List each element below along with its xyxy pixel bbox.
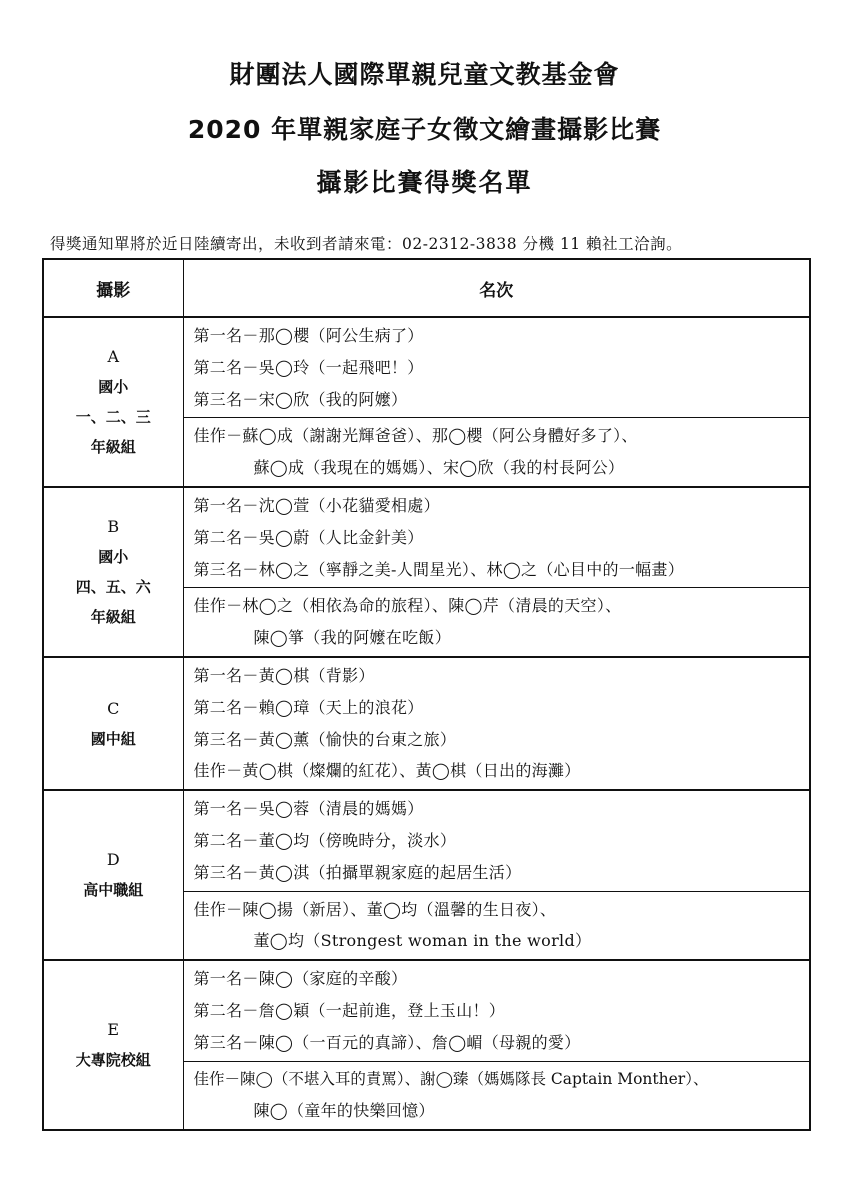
honorable-mention-cont: 蘇◯成（我現在的媽媽）、宋◯欣（我的村長阿公） — [253, 458, 625, 478]
group-code: A — [107, 346, 120, 366]
honorable-mention-cont: 董◯均（Strongest woman in the world） — [253, 931, 592, 951]
honorable-mention: 佳作－蘇◯成（謝謝光輝爸爸）、那◯櫻（阿公身體好多了）、 — [193, 426, 638, 446]
event-title: 2020 年單親家庭子女徵文繪畫攝影比賽 — [187, 115, 662, 144]
second-place: 第二名－吳◯蔚（人比金針美） — [193, 527, 424, 547]
honorable-mention-cont: 陳◯（童年的快樂回憶） — [253, 1101, 435, 1121]
group-level: 國中組 — [90, 729, 136, 748]
group-a-row — [43, 317, 810, 418]
group-d-honorable — [183, 891, 810, 960]
group-b-winners — [183, 487, 810, 588]
group-level: 大專院校組 — [75, 1051, 151, 1070]
first-place: 第一名－沈◯萱（小花貓愛相處） — [193, 495, 440, 515]
group-b-label — [43, 487, 183, 657]
honorable-mention: 佳作－林◯之（相依為命的旅程）、陳◯芹（清晨的天空）、 — [193, 596, 622, 616]
awards-table — [42, 258, 811, 1131]
group-grades: 一、二、三 — [75, 407, 151, 426]
second-place: 第二名－詹◯穎（一起前進，登上玉山！） — [193, 1000, 506, 1020]
group-code: D — [106, 850, 120, 870]
notice-text: 得獎通知單將於近日陸續寄出，未收到者請來電：02-2312-3838 分機 11 賴社工洽詢。 — [50, 235, 683, 253]
group-a-honorable — [183, 418, 810, 487]
third-place: 第三名－黃◯淇（拍攝單親家庭的起居生活） — [193, 862, 522, 882]
third-place: 第三名－林◯之（寧靜之美-人間星光）、林◯之（心目中的一幅畫） — [193, 559, 685, 579]
category-header: 攝影 — [43, 259, 183, 317]
group-e-honorable — [183, 1061, 810, 1130]
second-place: 第二名－董◯均（傍晚時分，淡水） — [193, 830, 457, 850]
group-a-winners — [183, 317, 810, 418]
second-place: 第二名－吳◯玲（一起飛吧！） — [193, 357, 424, 377]
group-level: 國小 — [98, 377, 129, 396]
group-code: B — [107, 516, 120, 536]
group-b-honorable — [183, 588, 810, 657]
group-d-row — [43, 790, 810, 891]
honorable-mention: 佳作－陳◯（不堪入耳的責罵）、謝◯臻（媽媽隊長 Captain Monther）、 — [193, 1069, 709, 1088]
group-code: E — [107, 1020, 120, 1040]
honorable-mention: 佳作－陳◯揚（新居）、董◯均（溫馨的生日夜）、 — [193, 899, 557, 919]
list-title: 攝影比賽得獎名單 — [316, 168, 533, 197]
group-b-row — [43, 487, 810, 588]
group-c-label — [43, 657, 183, 790]
rank-header: 名次 — [183, 259, 810, 317]
group-d-winners — [183, 790, 810, 891]
honorable-mention-cont: 陳◯箏（我的阿嬤在吃飯） — [253, 628, 452, 648]
second-place: 第二名－賴◯璋（天上的浪花） — [193, 697, 424, 717]
group-level: 高中職組 — [83, 881, 144, 900]
first-place: 第一名－黃◯棋（背影） — [193, 665, 375, 685]
honorable-mention: 佳作－黃◯棋（燦爛的紅花）、黃◯棋（日出的海灘） — [193, 761, 581, 781]
first-place: 第一名－那◯櫻（阿公生病了） — [193, 326, 424, 345]
group-e-winners — [183, 960, 810, 1061]
table-header-row — [43, 259, 810, 317]
organization-title: 財團法人國際單親兒童文教基金會 — [229, 60, 620, 89]
group-c-winners — [183, 657, 810, 790]
group-e-label — [43, 960, 183, 1130]
group-grades: 四、五、六 — [75, 577, 151, 596]
group-a-label — [43, 317, 183, 487]
third-place: 第三名－陳◯（一百元的真諦）、詹◯嵋（母親的愛） — [193, 1032, 581, 1052]
group-d-label — [43, 790, 183, 960]
third-place: 第三名－宋◯欣（我的阿嬤） — [193, 389, 408, 409]
first-place: 第一名－陳◯（家庭的辛酸） — [193, 969, 408, 989]
group-e-row — [43, 960, 810, 1061]
third-place: 第三名－黃◯薰（愉快的台東之旅） — [193, 729, 457, 749]
first-place: 第一名－吳◯蓉（清晨的媽媽） — [193, 799, 424, 819]
group-code: C — [107, 698, 120, 718]
group-suffix: 年級組 — [90, 607, 136, 626]
group-level: 國小 — [98, 547, 129, 566]
group-suffix: 年級組 — [90, 437, 136, 456]
group-c-row — [43, 657, 810, 790]
